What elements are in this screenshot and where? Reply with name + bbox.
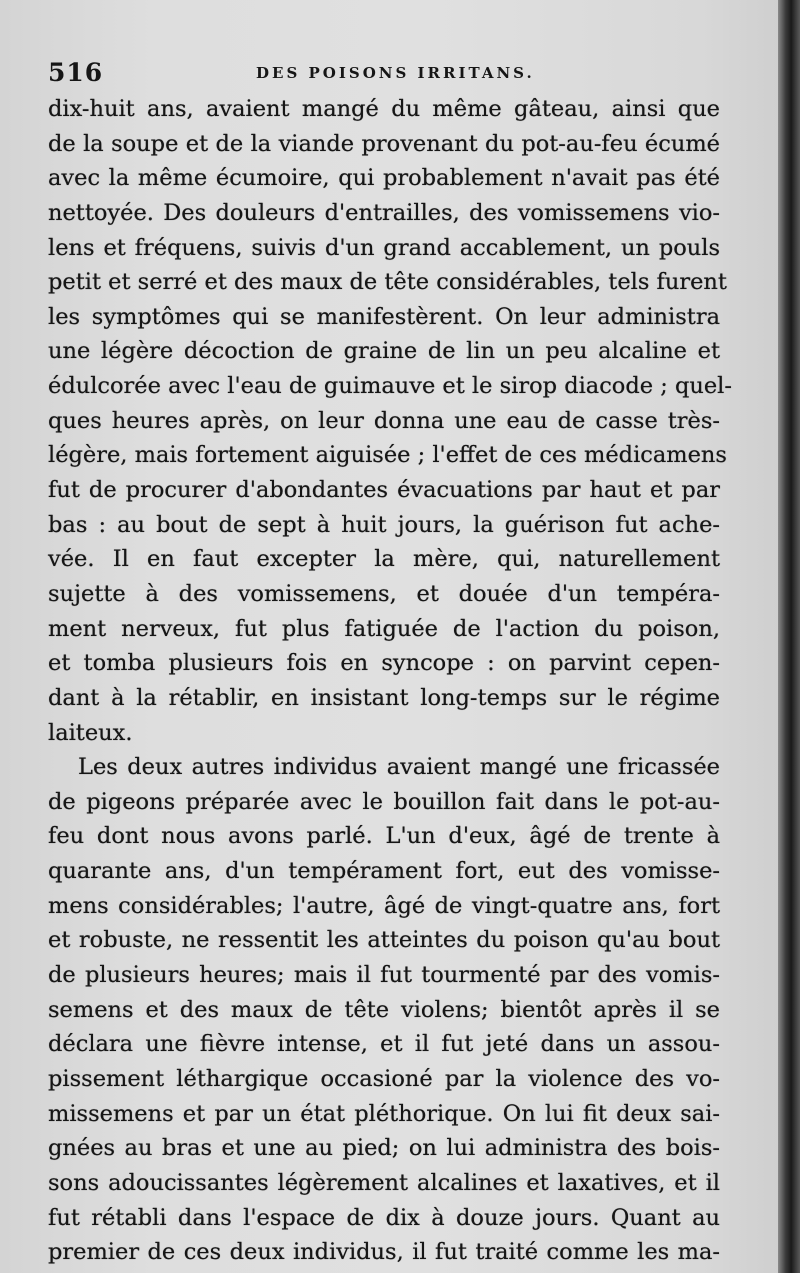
text-line: une légère décoction de graine de lin un peu alcaline et (48, 338, 720, 365)
text-line: dant à la rétablir, en insistant long-temps sur le régime (48, 684, 720, 711)
text-line: et tomba plusieurs fois en syncope : on parvint cepen- (48, 650, 720, 677)
text-line: nettoyée. Des douleurs d'entrailles, des vomissemens vio- (48, 199, 720, 226)
running-head (48, 58, 748, 94)
text-line: semens et des maux de tête violens; bientôt après il se (48, 996, 720, 1023)
text-line: de la soupe et de la viande provenant du pot-au-feu écumé (48, 130, 720, 157)
text-line: sons adoucissantes légèrement alcalines et laxatives, et il (48, 1169, 720, 1196)
text-line: de plusieurs heures; mais il fut tourmenté par des vomis- (48, 962, 720, 989)
text-line: feu dont nous avons parlé. L'un d'eux, âgé de trente à (48, 823, 720, 850)
text-line: bas : au bout de sept à huit jours, la guérison fut ache- (48, 511, 720, 538)
page-binding-edge (778, 0, 800, 1273)
text-line: sujette à des vomissemens, et douée d'un tempéra- (48, 580, 720, 607)
text-line: fut de procurer d'abondantes évacuations par haut et par (48, 477, 720, 504)
text-line: gnées au bras et une au pied; on lui administra des bois- (48, 1135, 720, 1162)
text-line: ques heures après, on leur donna une eau de casse très- (48, 407, 720, 434)
paragraph-start-line: Les deux autres individus avaient mangé une fricassée (78, 754, 720, 781)
running-title: DES POISONS IRRITANS. (256, 64, 535, 82)
body-text (48, 92, 732, 1270)
text-line: ment nerveux, fut plus fatiguée de l'action du poison, (48, 615, 720, 642)
text-line: avec la même écumoire, qui probablement n'avait pas été (48, 165, 720, 192)
text-line: lens et fréquens, suivis d'un grand accablement, un pouls (48, 234, 720, 261)
text-line: fut rétabli dans l'espace de dix à douze jours. Quant au (48, 1204, 720, 1231)
text-line: et robuste, ne ressentit les atteintes du poison qu'au bout (48, 927, 720, 954)
text-line: légère, mais fortement aiguisée ; l'effet de ces médicamens (48, 442, 727, 469)
text-line: vée. Il en faut excepter la mère, qui, naturellement (48, 546, 720, 573)
text-line: déclara une fièvre intense, et il fut jeté dans un assou- (48, 1031, 720, 1058)
text-line: dix-huit ans, avaient mangé du même gâteau, ainsi que (48, 96, 720, 122)
text-line: mens considérables; l'autre, âgé de vingt-quatre ans, fort (48, 892, 720, 919)
text-line: quarante ans, d'un tempérament fort, eut des vomisse- (48, 858, 720, 885)
text-line: de pigeons préparée avec le bouillon fait dans le pot-au- (48, 788, 720, 815)
text-line: petit et serré et des maux de tête considérables, tels furent (48, 269, 727, 296)
text-line: édulcorée avec l'eau de guimauve et le sirop diacode ; quel- (48, 373, 732, 400)
text-line: pissement léthargique occasioné par la violence des vo- (48, 1065, 720, 1092)
text-line: missemens et par un état pléthorique. On lui fit deux sai- (48, 1100, 720, 1127)
text-line: premier de ces deux individus, il fut traité comme les ma- (48, 1239, 720, 1266)
page-number: 516 (48, 58, 104, 87)
text-line: les symptômes qui se manifestèrent. On leur administra (48, 303, 720, 330)
paragraph-end-line: laiteux. (48, 719, 133, 746)
